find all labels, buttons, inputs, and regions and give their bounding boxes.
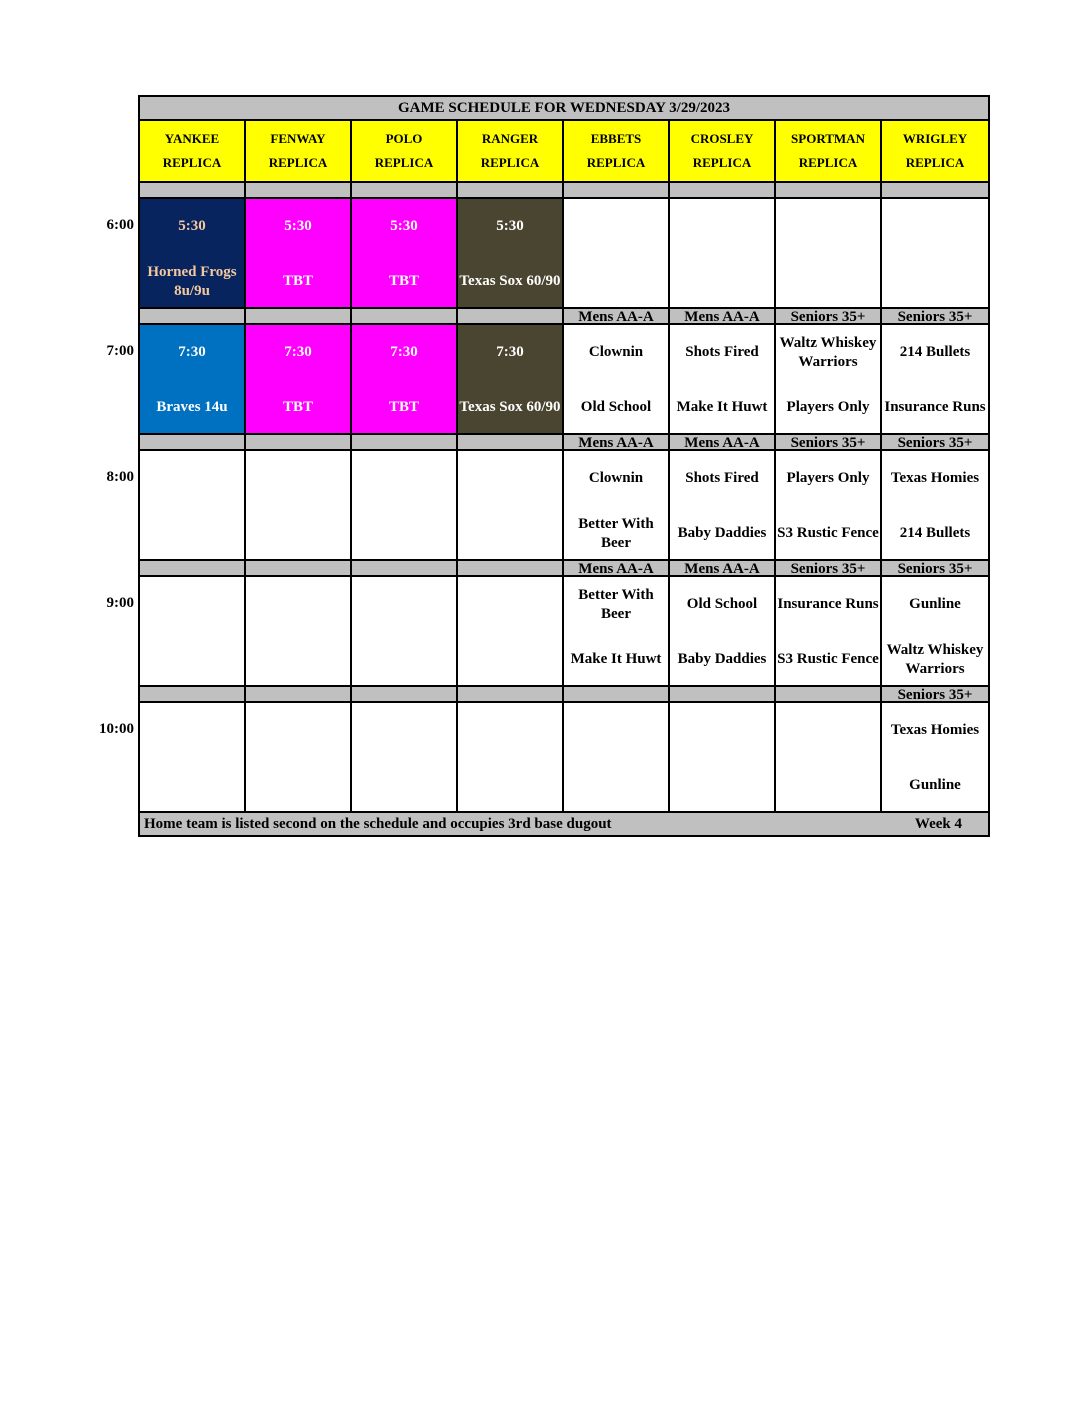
away-team: Clownin — [588, 344, 644, 360]
game-cell — [564, 451, 670, 561]
division-label — [140, 435, 246, 451]
away-team — [246, 451, 350, 506]
division-label — [776, 183, 882, 199]
division-label: Mens AA-A — [670, 561, 776, 577]
division-label — [246, 687, 352, 703]
schedule-title: GAME SCHEDULE FOR WEDNESDAY 3/29/2023 — [140, 97, 988, 121]
game-cell — [458, 451, 564, 561]
field-name: WRIGLEY — [902, 131, 968, 146]
game-cell — [458, 199, 564, 309]
field-subtitle: REPLICA — [162, 155, 222, 170]
home-team: Baby Daddies — [677, 651, 767, 667]
division-label: Mens AA-A — [670, 435, 776, 451]
away-team — [458, 703, 562, 758]
game-cell — [246, 577, 352, 687]
field-subtitle: REPLICA — [905, 155, 965, 170]
game-cell — [564, 325, 670, 435]
team-name: TBT — [388, 273, 419, 289]
division-label — [458, 687, 564, 703]
time-label: 10:00 — [99, 721, 134, 737]
game-cell — [882, 577, 988, 687]
division-label — [458, 183, 564, 199]
game-start-time: 7:30 — [284, 344, 312, 360]
field-header — [140, 121, 246, 183]
away-team — [776, 703, 880, 758]
game-start-time: 5:30 — [178, 218, 206, 234]
field-subtitle: REPLICA — [798, 155, 858, 170]
home-team — [564, 254, 668, 309]
division-label — [776, 687, 882, 703]
field-name: SPORTMAN — [791, 131, 865, 146]
game-cell — [670, 451, 776, 561]
home-team — [458, 632, 562, 687]
team-name: TBT — [282, 399, 313, 415]
team-name: TBT — [282, 273, 313, 289]
game-cell — [776, 703, 882, 813]
away-team — [140, 703, 244, 758]
game-cell — [140, 703, 246, 813]
away-team: Gunline — [909, 596, 961, 612]
division-label: Seniors 35+ — [882, 561, 988, 577]
division-label — [458, 309, 564, 325]
away-team: Waltz Whiskey Warriors — [779, 334, 877, 370]
away-team — [564, 703, 668, 758]
schedule-footer — [140, 813, 988, 835]
home-team: Waltz Whiskey Warriors — [886, 641, 984, 677]
game-cell — [352, 577, 458, 687]
away-team: Shots Fired — [685, 470, 759, 486]
game-cell — [140, 577, 246, 687]
game-cell — [140, 325, 246, 435]
division-label — [140, 309, 246, 325]
home-team: Baby Daddies — [677, 525, 767, 541]
division-label — [246, 561, 352, 577]
game-cell — [564, 199, 670, 309]
game-cell — [458, 577, 564, 687]
away-team — [670, 199, 774, 254]
division-label — [140, 687, 246, 703]
game-cell — [882, 451, 988, 561]
home-team — [140, 632, 244, 687]
away-team: Texas Homies — [890, 470, 980, 486]
away-team — [776, 199, 880, 254]
away-team — [246, 703, 350, 758]
time-label: 9:00 — [106, 595, 134, 611]
game-cell — [352, 199, 458, 309]
footer-note: Home team is listed second on the schedule and occupies 3rd base dugout — [144, 816, 612, 832]
division-label — [140, 561, 246, 577]
home-team — [140, 506, 244, 561]
game-cell — [776, 451, 882, 561]
field-header — [670, 121, 776, 183]
game-cell — [776, 325, 882, 435]
away-team — [246, 577, 350, 632]
game-cell — [140, 199, 246, 309]
home-team: Players Only — [786, 399, 870, 415]
division-label: Mens AA-A — [564, 561, 670, 577]
division-label — [246, 435, 352, 451]
game-cell — [776, 199, 882, 309]
home-team — [246, 632, 350, 687]
away-team: 214 Bullets — [899, 344, 971, 360]
division-label: Mens AA-A — [564, 435, 670, 451]
time-label: 8:00 — [106, 469, 134, 485]
away-team — [670, 703, 774, 758]
home-team — [564, 758, 668, 813]
field-header — [776, 121, 882, 183]
away-team — [352, 577, 456, 632]
time-label: 6:00 — [106, 217, 134, 233]
home-team: Gunline — [909, 777, 961, 793]
home-team — [776, 758, 880, 813]
away-team — [458, 451, 562, 506]
game-cell — [670, 199, 776, 309]
field-name: POLO — [385, 131, 423, 146]
division-label: Seniors 35+ — [776, 435, 882, 451]
home-team: Better With Beer — [578, 515, 654, 551]
field-header — [246, 121, 352, 183]
game-start-time: 5:30 — [284, 218, 312, 234]
division-label — [352, 435, 458, 451]
home-team: Insurance Runs — [884, 399, 986, 415]
game-cell — [564, 577, 670, 687]
division-label: Seniors 35+ — [882, 309, 988, 325]
division-label: Seniors 35+ — [776, 561, 882, 577]
home-team: 214 Bullets — [899, 525, 971, 541]
home-team: Make It Huwt — [676, 399, 768, 415]
division-label: Seniors 35+ — [882, 687, 988, 703]
field-name: YANKEE — [164, 131, 220, 146]
game-start-time: 7:30 — [496, 344, 524, 360]
field-header — [564, 121, 670, 183]
away-team: Better With Beer — [578, 586, 654, 622]
team-name: TBT — [388, 399, 419, 415]
game-cell — [670, 325, 776, 435]
home-team — [352, 758, 456, 813]
home-team — [246, 758, 350, 813]
away-team: Clownin — [588, 470, 644, 486]
game-start-time: 7:30 — [178, 344, 206, 360]
division-label — [670, 687, 776, 703]
division-label — [246, 183, 352, 199]
game-cell — [352, 451, 458, 561]
home-team — [140, 758, 244, 813]
time-label: 7:00 — [106, 343, 134, 359]
field-name: FENWAY — [270, 131, 326, 146]
division-label: Mens AA-A — [564, 309, 670, 325]
game-cell — [670, 577, 776, 687]
division-label — [352, 309, 458, 325]
home-team — [670, 758, 774, 813]
away-team: Shots Fired — [685, 344, 759, 360]
away-team — [352, 703, 456, 758]
away-team — [140, 577, 244, 632]
game-cell — [458, 703, 564, 813]
away-team: Old School — [686, 596, 758, 612]
away-team — [882, 199, 988, 254]
field-header — [458, 121, 564, 183]
game-cell — [882, 703, 988, 813]
away-team — [564, 199, 668, 254]
field-subtitle: REPLICA — [480, 155, 540, 170]
division-label — [458, 561, 564, 577]
game-cell — [246, 199, 352, 309]
home-team — [352, 632, 456, 687]
field-subtitle: REPLICA — [692, 155, 752, 170]
field-header — [882, 121, 988, 183]
division-label — [352, 687, 458, 703]
game-cell — [246, 451, 352, 561]
away-team: Texas Homies — [890, 722, 980, 738]
division-label — [352, 183, 458, 199]
division-label — [246, 309, 352, 325]
game-cell — [776, 577, 882, 687]
division-label: Seniors 35+ — [882, 435, 988, 451]
game-cell — [670, 703, 776, 813]
away-team — [140, 451, 244, 506]
home-team — [776, 254, 880, 309]
game-cell — [140, 451, 246, 561]
home-team — [670, 254, 774, 309]
division-label — [882, 183, 988, 199]
home-team — [458, 758, 562, 813]
home-team: S3 Rustic Fence — [777, 525, 879, 541]
game-cell — [458, 325, 564, 435]
away-team — [352, 451, 456, 506]
schedule-table — [138, 95, 990, 837]
game-cell — [882, 199, 988, 309]
week-label: Week 4 — [914, 816, 962, 832]
division-label — [352, 561, 458, 577]
home-team: S3 Rustic Fence — [777, 651, 879, 667]
division-label: Mens AA-A — [670, 309, 776, 325]
away-team — [458, 577, 562, 632]
field-name: EBBETS — [590, 131, 642, 146]
team-name: Texas Sox 60/90 — [459, 273, 561, 289]
away-team: Insurance Runs — [777, 596, 879, 612]
home-team — [352, 506, 456, 561]
game-cell — [246, 325, 352, 435]
home-team — [458, 506, 562, 561]
division-label — [564, 687, 670, 703]
home-team — [882, 254, 988, 309]
field-subtitle: REPLICA — [586, 155, 646, 170]
team-name: Braves 14u — [156, 399, 228, 415]
schedule-grid — [140, 121, 988, 813]
home-team: Old School — [580, 399, 652, 415]
division-label — [670, 183, 776, 199]
game-cell — [352, 703, 458, 813]
game-cell — [352, 325, 458, 435]
game-cell — [246, 703, 352, 813]
game-start-time: 7:30 — [390, 344, 418, 360]
division-label — [140, 183, 246, 199]
field-name: RANGER — [481, 131, 539, 146]
division-label — [564, 183, 670, 199]
game-start-time: 5:30 — [390, 218, 418, 234]
game-start-time: 5:30 — [496, 218, 524, 234]
division-label: Seniors 35+ — [776, 309, 882, 325]
home-team — [246, 506, 350, 561]
team-name: Texas Sox 60/90 — [459, 399, 561, 415]
division-label — [458, 435, 564, 451]
field-header — [352, 121, 458, 183]
field-subtitle: REPLICA — [268, 155, 328, 170]
team-name: Horned Frogs 8u/9u — [147, 263, 237, 299]
home-team: Make It Huwt — [570, 651, 662, 667]
field-name: CROSLEY — [690, 131, 754, 146]
away-team: Players Only — [786, 470, 870, 486]
field-subtitle: REPLICA — [374, 155, 434, 170]
game-cell — [564, 703, 670, 813]
game-cell — [882, 325, 988, 435]
